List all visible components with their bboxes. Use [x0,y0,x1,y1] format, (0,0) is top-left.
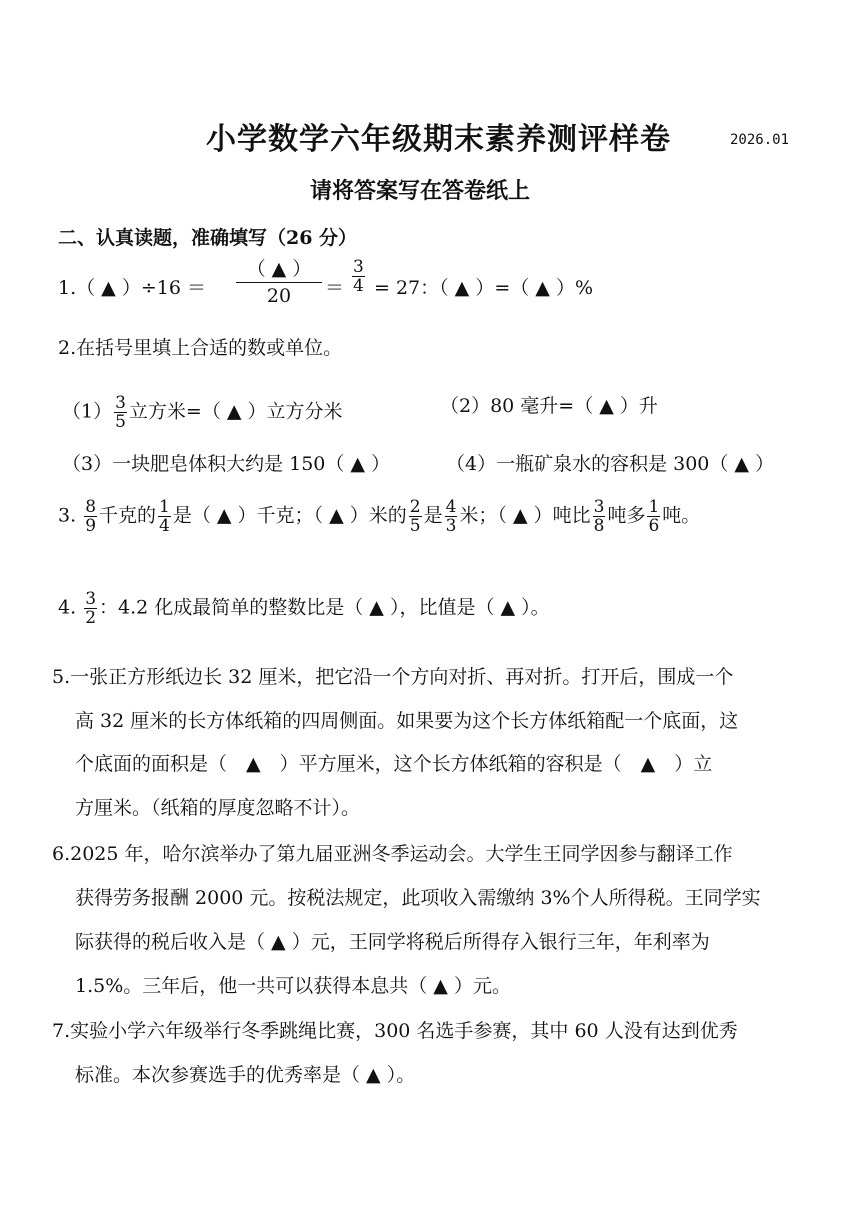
q3-f3-num: 2 [409,497,421,517]
q6-line-1: 6.2025 年，哈尔滨举办了第九届亚洲冬季运动会。大学生王同学因参与翻译工作 [52,843,733,865]
q6-line-2: 获得劳务报酬 2000 元。按税法规定，此项收入需缴纳 3%个人所得税。王同学实 [75,887,761,909]
page-subtitle: 请将答案写在答卷纸上 [310,178,531,204]
q1-equals: ＝ [325,277,345,299]
q3-text-3: 是 [423,504,443,527]
q3-f1-num: 8 [85,497,97,517]
q4-f-den: 2 [85,608,97,628]
q3-f4-den: 3 [445,516,457,536]
q3-f3-den: 5 [409,516,421,536]
q3-text-5: 吨多 [607,504,646,527]
section-heading: 二、认真读题，准确填写（26 分） [58,227,358,249]
q2-p1-text: 立方米=（ ▲ ）立方分米 [128,400,343,423]
page-title: 小学数学六年级期末素养测评样卷 [206,122,671,157]
q7-line-1: 7.实验小学六年级举行冬季跳绳比赛，300 名选手参赛，其中 60 人没有达到优秀 [52,1020,738,1042]
q3-f2-den: 4 [159,516,170,536]
q5-line-1: 5.一张正方形纸边长 32 厘米，把它沿一个方向对折、再对折。打开后，围成一个 [52,666,734,688]
q1-frac2-den: 4 [353,276,364,296]
q1-fraction-numerator: （ ▲ ） [246,258,312,280]
question-3 [58,498,700,535]
q1-right-text: = 27：（ ▲ ）=（ ▲ ）% [374,277,593,299]
q4-prefix: 4. [58,596,77,619]
q6-line-4: 1.5%。三年后，他一共可以获得本息共（ ▲ ）元。 [75,975,511,997]
q2-p1-prefix: （1） [62,400,113,423]
q2-part-1 [62,394,343,431]
q3-prefix: 3. [58,504,77,527]
q2-part-2: （2）80 毫升=（ ▲ ）升 [440,395,658,417]
q3-f2-num: 1 [159,497,170,517]
q3-text-1: 千克的 [99,504,157,527]
q3-f6-num: 1 [648,497,660,517]
q3-f1-den: 9 [85,516,97,536]
q1-left-text: 1.（ ▲ ）÷16 ＝ [58,277,206,299]
question-4 [58,590,550,627]
q3-f6-den: 6 [648,516,660,536]
q3-f5-den: 8 [593,516,605,536]
q1-three-quarters [350,258,367,295]
q1-fraction-denominator: 20 [236,282,322,309]
q1-fraction-blank [236,256,322,309]
q5-line-3: 个底面的面积是（ ▲ ）平方厘米，这个长方体纸箱的容积是（ ▲ ）立 [75,753,713,775]
q3-f4-num: 4 [445,497,457,517]
q3-f5-num: 3 [593,497,605,517]
q4-f-num: 3 [85,589,97,609]
q3-text-2: 是（ ▲ ）千克；（ ▲ ）米的 [172,504,407,527]
q5-line-4: 方厘米。（纸箱的厚度忽略不计）。 [75,797,361,819]
q2-part-3: （3）一块肥皂体积大约是 150（ ▲ ） [62,453,391,475]
q1-frac2-num: 3 [353,257,364,277]
exam-date: 2026.01 [730,132,790,148]
q3-text-4: 米；（ ▲ ）吨比 [459,504,591,527]
q7-line-2: 标准。本次参赛选手的优秀率是（ ▲ ）。 [75,1064,416,1086]
q5-line-2: 高 32 厘米的长方体纸箱的四周侧面。如果要为这个长方体纸箱配一个底面，这 [75,710,739,732]
q2-stem: 2.在括号里填上合适的数或单位。 [58,337,343,359]
q3-text-6: 吨。 [662,504,701,527]
q6-line-3: 际获得的税后收入是（ ▲ ）元，王同学将税后所得存入银行三年，年利率为 [75,931,710,953]
q2-part-4: （4）一瓶矿泉水的容积是 300（ ▲ ） [446,453,775,475]
q2-p1-num: 3 [115,393,126,413]
q2-p1-den: 5 [115,412,126,432]
q4-text: ：4.2 化成最简单的整数比是（ ▲ ），比值是（ ▲ ）。 [99,596,550,619]
